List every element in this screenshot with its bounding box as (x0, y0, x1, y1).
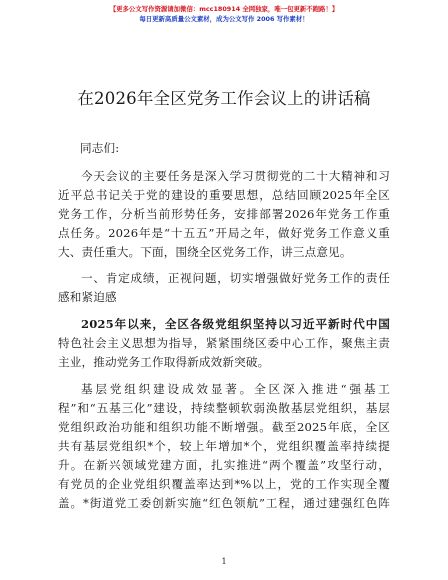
body-line: 大、责任重大。下面，围绕全区党务工作，讲三点意见。 (58, 245, 352, 259)
body-line: 点任务。2026年是“十五五”开局之年，做好党务工作意义重 (58, 226, 390, 240)
body-line: 近平总书记关于党的建设的重要思想，总结回顾2025年全区 (58, 188, 390, 202)
body-line: 盖。*街道党工委创新实施“红色领航”工程，通过建强红色阵 (58, 496, 390, 510)
section-heading: 一、肯定成绩，正视问题，切实增强做好党务工作的责任 (81, 271, 390, 285)
body-line: 升。在新兴领域党建方面，扎实推进“两个覆盖”攻坚行动， (58, 458, 390, 472)
promo-banner (0, 4, 448, 24)
body-line: 党组织政治功能和组织功能不断增强。截至2025年底，全区 (58, 420, 390, 434)
salutation: 同志们: (80, 141, 120, 155)
body-line: 基层党组织建设成效显著。全区深入推进“强基工 (81, 382, 390, 396)
document-title: 在2026年全区党务工作会议上的讲话稿 (77, 89, 371, 108)
page-number: 1 (221, 557, 227, 566)
body-line: 今天会议的主要任务是深入学习贯彻党的二十大精神和习 (81, 169, 390, 183)
body-line: 党务工作，分析当前形势任务，安排部署2026年党务工作重 (58, 207, 390, 221)
body-line: 共有基层党组织*个，较上年增加*个，党组织覆盖率持续提 (58, 439, 390, 453)
body-line: 主业，推动党务工作取得新成效新突破。 (58, 355, 270, 369)
section-heading: 感和紧迫感 (58, 290, 117, 304)
body-line: 特色社会主义思想为指导，紧紧围绕区委中心工作，聚焦主责 (58, 336, 390, 350)
body-line: 程”和“五基三化”建设，持续整顿软弱涣散基层党组织，基层 (58, 401, 390, 415)
body-line: 2025年以来，全区各级党组织坚持以习近平新时代中国 (81, 317, 390, 331)
body-line: 有党员的企业党组织覆盖率达到*%以上，党的工作实现全覆 (58, 477, 390, 491)
promo-banner-line-1: 【更多公文写作资源请加微信：mcc180914 全网独家，唯一包更新不跑路！】 (109, 5, 339, 13)
promo-banner-line-2: 每日更新高质量公文素材，成为公文写作 2006 写作素材！ (139, 15, 309, 23)
